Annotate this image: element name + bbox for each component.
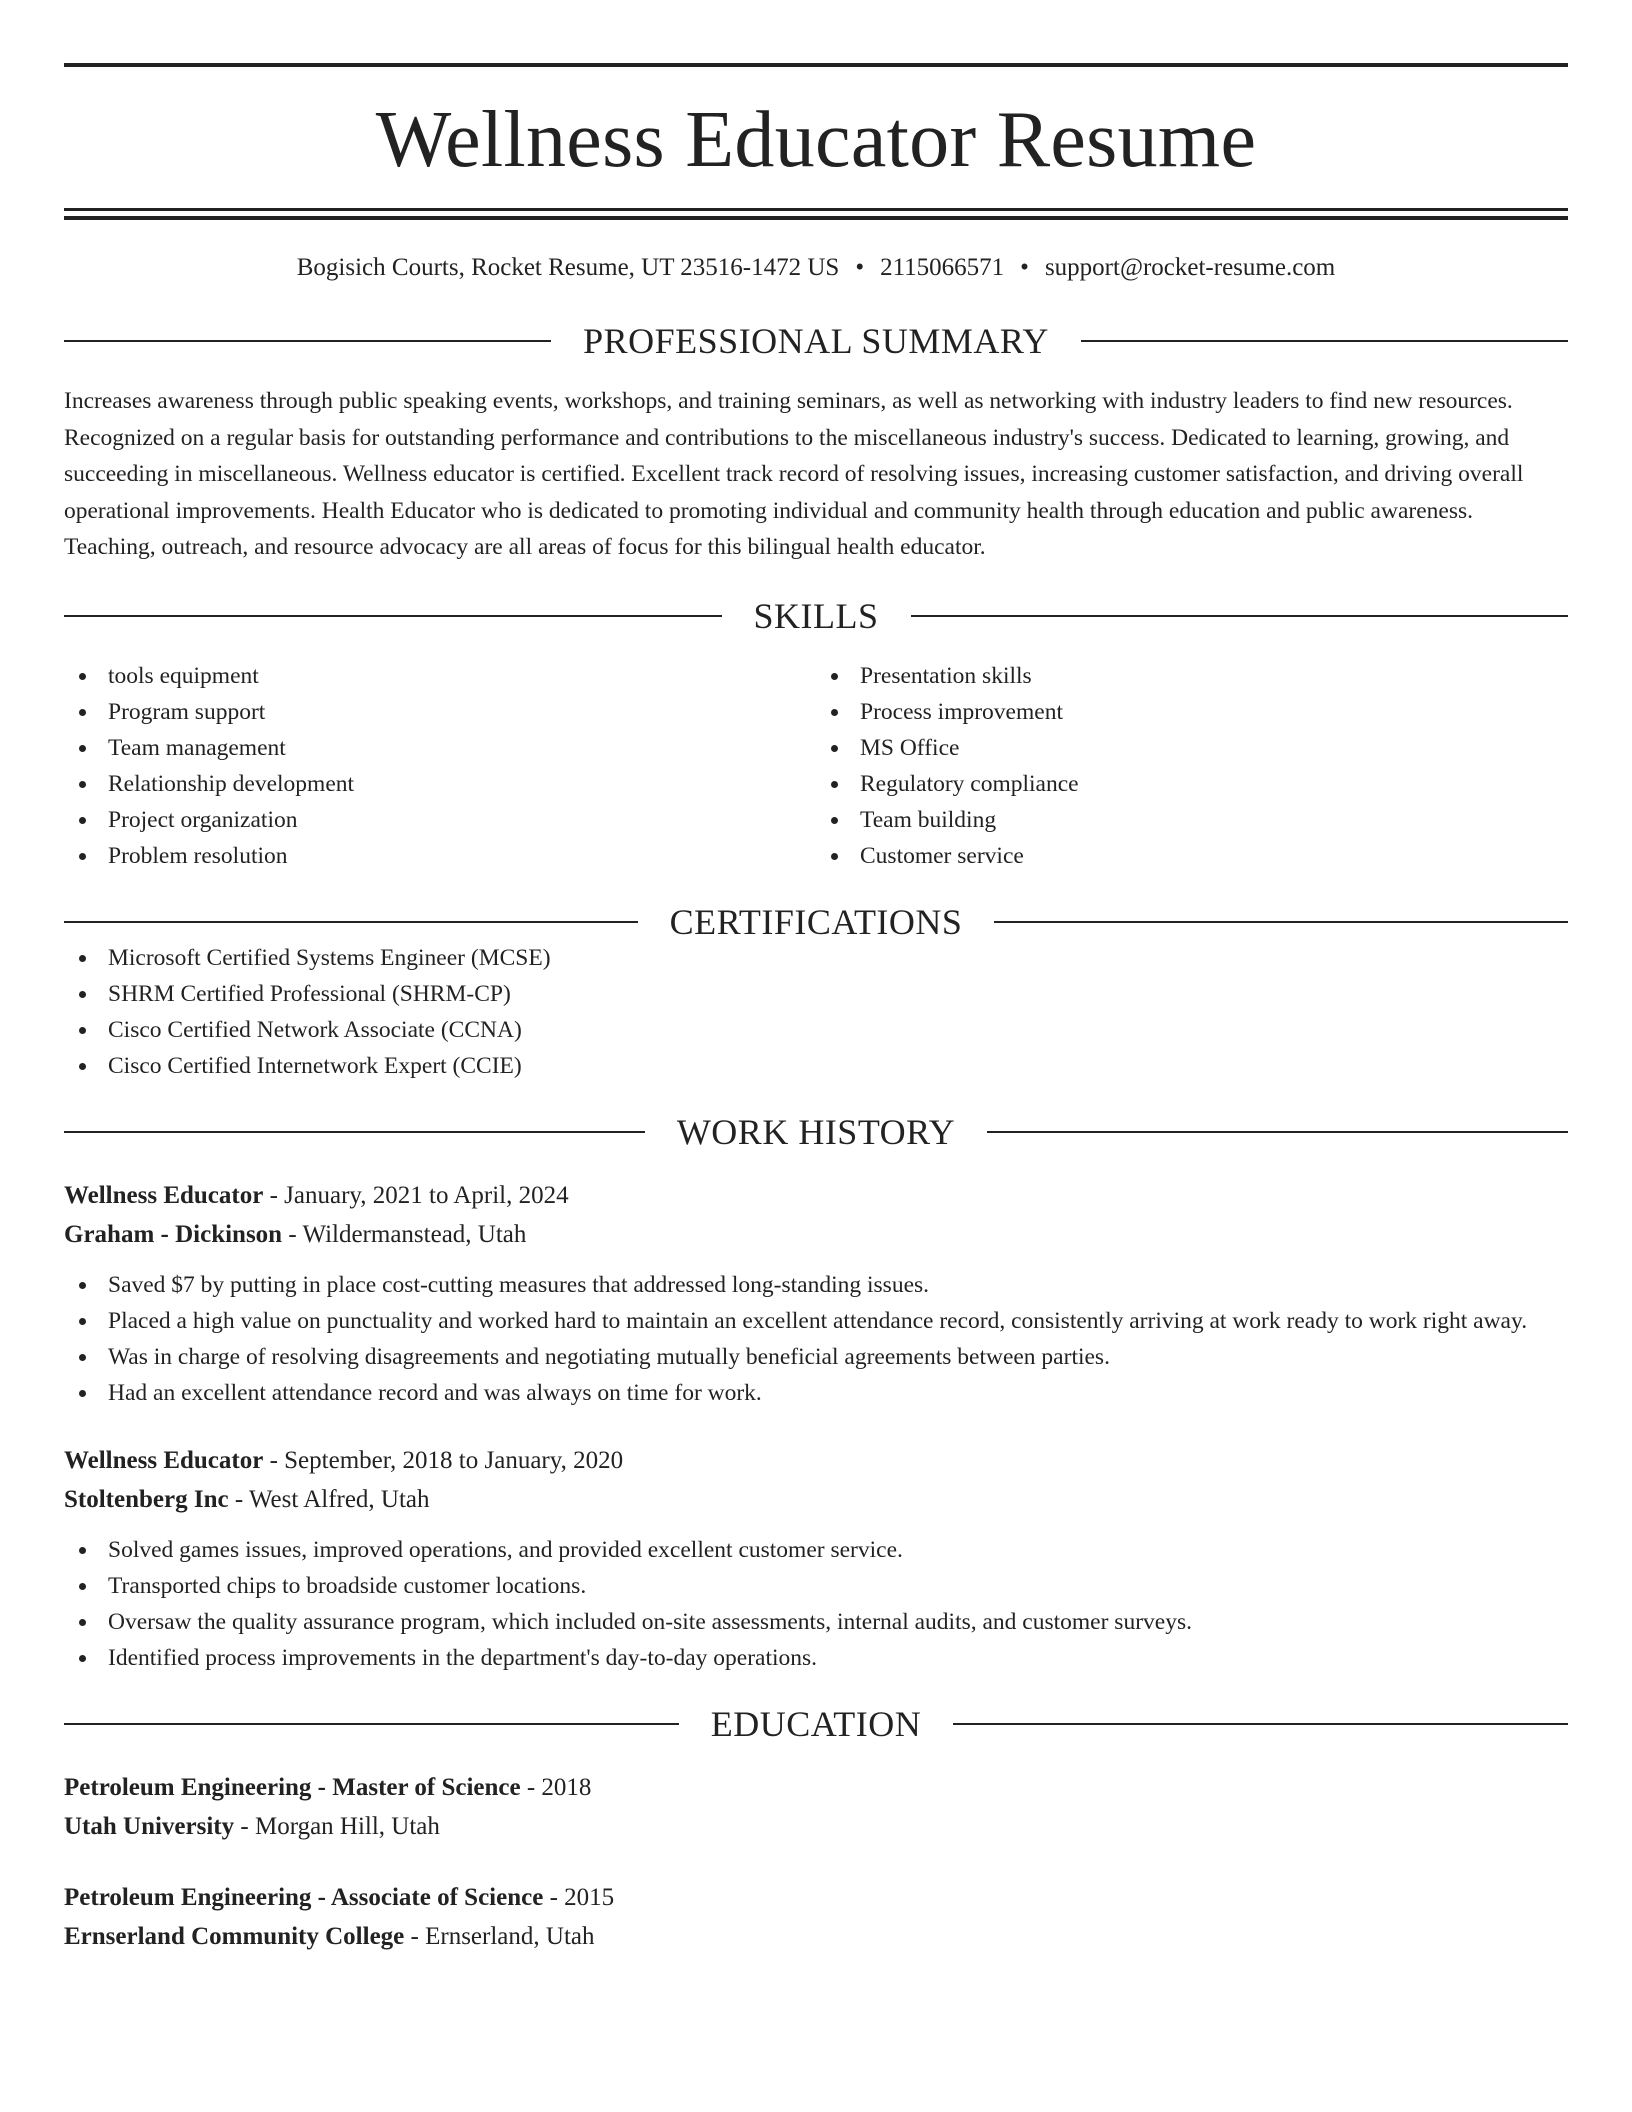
job-entry bbox=[64, 1441, 1568, 1676]
divider-line bbox=[994, 921, 1568, 923]
skills-list-right bbox=[816, 658, 1568, 874]
contact-address: Bogisich Courts, Rocket Resume, UT 23516-1472 US bbox=[296, 254, 840, 281]
job-entry bbox=[64, 1176, 1568, 1411]
certifications-list bbox=[64, 940, 1568, 1084]
skills-list-left bbox=[64, 658, 816, 874]
skill-item: Process improvement bbox=[816, 694, 1568, 730]
skills-grid bbox=[64, 658, 1568, 874]
top-rule bbox=[64, 63, 1568, 67]
job-dates: - September, 2018 to January, 2020 bbox=[263, 1446, 624, 1474]
education-degree-line bbox=[64, 1878, 1568, 1917]
title-double-rule bbox=[64, 208, 1568, 220]
certification-item: Cisco Certified Network Associate (CCNA) bbox=[64, 1012, 1568, 1048]
contact-line bbox=[64, 253, 1568, 283]
divider-line bbox=[953, 1723, 1568, 1725]
skill-item: Customer service bbox=[816, 838, 1568, 874]
divider-line bbox=[64, 340, 551, 342]
certification-item: Microsoft Certified Systems Engineer (MCSE) bbox=[64, 940, 1568, 976]
skill-item: Project organization bbox=[64, 802, 816, 838]
divider-line bbox=[64, 1131, 645, 1133]
skill-item: Team building bbox=[816, 802, 1568, 838]
section-title-summary: PROFESSIONAL SUMMARY bbox=[583, 321, 1049, 361]
section-title-work-history: WORK HISTORY bbox=[676, 1111, 956, 1152]
divider-line bbox=[911, 615, 1569, 617]
education-school-line bbox=[64, 1807, 1568, 1846]
section-title-certifications: CERTIFICATIONS bbox=[669, 901, 963, 942]
summary-text: Increases awareness through public speaking events, workshops, and training seminars, as well as networking with industry leaders to find new resources. Recognized on a regular basis for outstanding performance and contributions to the miscellaneous industry's success. Dedicated to learning, growing, and succeeding in miscellaneous. Wellness educator is certified. Excellent track record of resolving issues, increasing customer satisfaction, and driving overall operational improvements. Health Educator who is dedicated to promoting individual and community health through education and public awareness. Teaching, outreach, and resource advocacy are all areas of focus for this bilingual health educator. bbox=[64, 388, 1524, 560]
job-duty-item: Identified process improvements in the department's day-to-day operations. bbox=[64, 1640, 1568, 1676]
job-duty-item: Placed a high value on punctuality and worked hard to maintain an excellent attendance record, consistently arriving at work ready to work right away. bbox=[64, 1303, 1568, 1339]
education-entry bbox=[64, 1878, 1568, 1956]
divider-line bbox=[64, 1723, 679, 1725]
resume-title: Wellness Educator Resume bbox=[375, 96, 1257, 184]
job-duty-item: Had an excellent attendance record and was always on time for work. bbox=[64, 1375, 1568, 1411]
job-company: Graham - Dickinson bbox=[64, 1220, 283, 1248]
job-company: Stoltenberg Inc bbox=[64, 1485, 229, 1513]
contact-separator: • bbox=[855, 254, 865, 281]
education-location: - Ernserland, Utah bbox=[404, 1922, 595, 1950]
education-year: - 2015 bbox=[543, 1883, 615, 1911]
education-degree-line bbox=[64, 1768, 1568, 1807]
contact-separator: • bbox=[1020, 254, 1029, 281]
job-duty-item: Oversaw the quality assurance program, which included on-site assessments, internal audits, and customer surveys. bbox=[64, 1604, 1568, 1640]
education-school-line bbox=[64, 1917, 1568, 1956]
skill-item: Presentation skills bbox=[816, 658, 1568, 694]
skill-item: Problem resolution bbox=[64, 838, 816, 874]
certification-item: Cisco Certified Internetwork Expert (CCIE) bbox=[64, 1048, 1568, 1084]
contact-phone: 2115066571 bbox=[880, 254, 1005, 281]
skill-item: MS Office bbox=[816, 730, 1568, 766]
job-duty-item: Transported chips to broadside customer locations. bbox=[64, 1568, 1568, 1604]
divider-line bbox=[64, 615, 722, 617]
divider-line bbox=[987, 1131, 1568, 1133]
education-degree: Petroleum Engineering - Master of Science bbox=[64, 1773, 521, 1801]
skill-item: tools equipment bbox=[64, 658, 816, 694]
skill-item: Relationship development bbox=[64, 766, 816, 802]
job-title-line bbox=[64, 1441, 1568, 1480]
skill-item: Program support bbox=[64, 694, 816, 730]
certification-item: SHRM Certified Professional (SHRM-CP) bbox=[64, 976, 1568, 1012]
education-location: - Morgan Hill, Utah bbox=[234, 1812, 440, 1840]
education-year: - 2018 bbox=[520, 1773, 592, 1801]
education-degree: Petroleum Engineering - Associate of Science bbox=[64, 1883, 544, 1911]
job-location: - West Alfred, Utah bbox=[228, 1485, 430, 1513]
contact-email[interactable]: support@rocket-resume.com bbox=[1044, 254, 1336, 281]
education-school: Utah University bbox=[64, 1812, 235, 1840]
job-duty-item: Solved games issues, improved operations, and provided excellent customer service. bbox=[64, 1532, 1568, 1568]
section-title-education: EDUCATION bbox=[710, 1703, 922, 1744]
divider-line bbox=[1081, 340, 1568, 342]
section-title-skills: SKILLS bbox=[753, 595, 879, 636]
section-header-education bbox=[64, 1703, 1568, 1744]
job-title-line bbox=[64, 1176, 1568, 1215]
skill-item: Regulatory compliance bbox=[816, 766, 1568, 802]
job-duties-list bbox=[64, 1267, 1568, 1411]
section-header-summary bbox=[64, 323, 1568, 359]
job-dates: - January, 2021 to April, 2024 bbox=[263, 1181, 569, 1209]
job-title: Wellness Educator bbox=[64, 1446, 264, 1474]
skill-item: Team management bbox=[64, 730, 816, 766]
job-duties-list bbox=[64, 1532, 1568, 1676]
section-header-work-history bbox=[64, 1111, 1568, 1152]
education-entry bbox=[64, 1768, 1568, 1846]
job-company-line bbox=[64, 1215, 1568, 1254]
divider-line bbox=[64, 921, 638, 923]
job-duty-item: Was in charge of resolving disagreements and negotiating mutually beneficial agreements between parties. bbox=[64, 1339, 1568, 1375]
education-school: Ernserland Community College bbox=[64, 1922, 405, 1950]
job-duty-item: Saved $7 by putting in place cost-cutting measures that addressed long-standing issues. bbox=[64, 1267, 1568, 1303]
job-company-line bbox=[64, 1480, 1568, 1519]
job-title: Wellness Educator bbox=[64, 1181, 264, 1209]
job-location: - Wildermanstead, Utah bbox=[282, 1220, 527, 1248]
section-header-skills bbox=[64, 595, 1568, 636]
section-header-certifications bbox=[64, 901, 1568, 942]
